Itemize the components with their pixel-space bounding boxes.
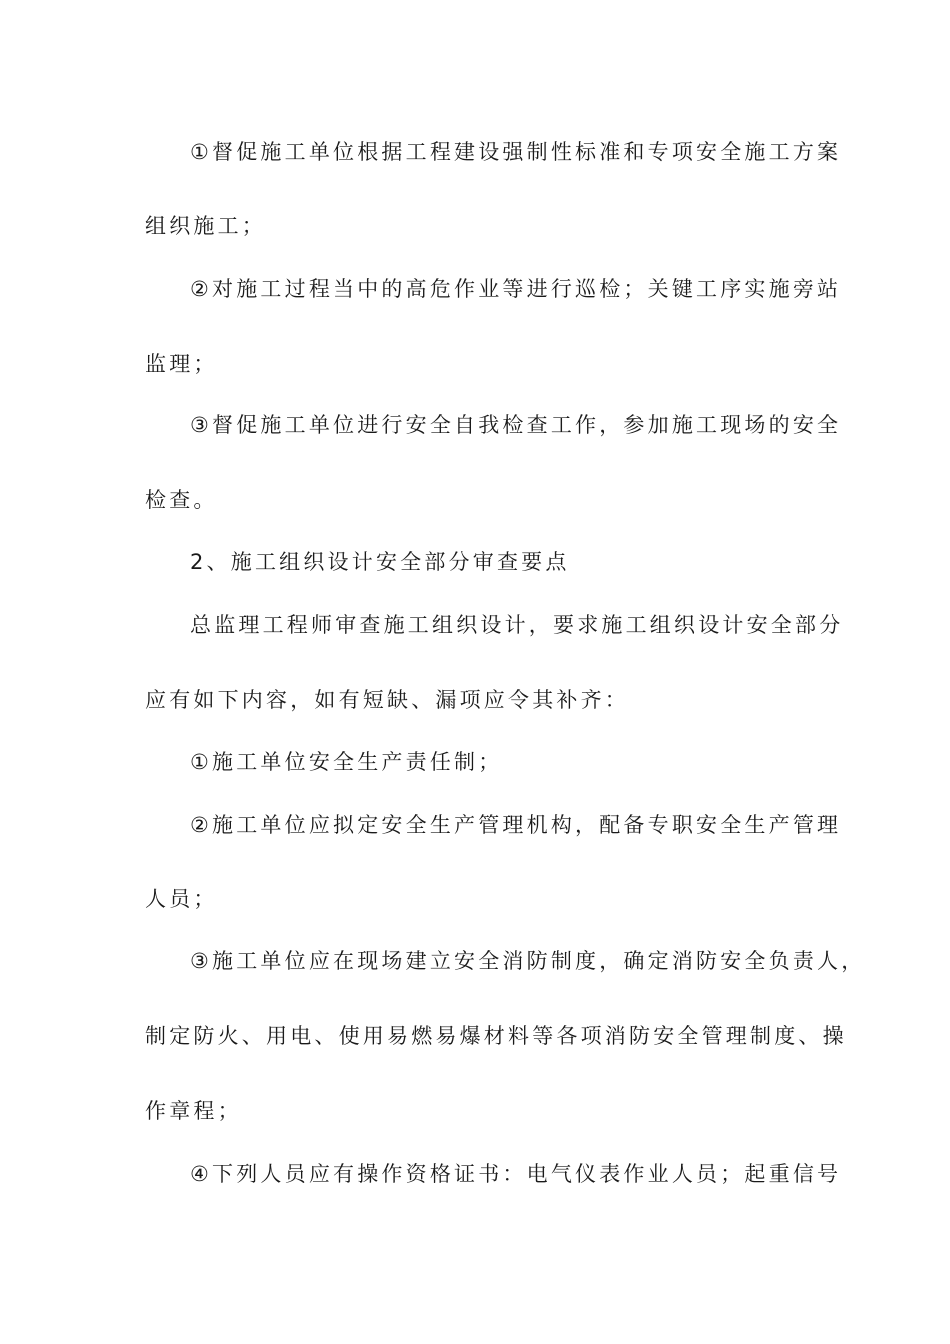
paragraph-line: ③督促施工单位进行安全自我检查工作，参加施工现场的安全 bbox=[190, 413, 842, 437]
paragraph-line: ①施工单位安全生产责任制； bbox=[190, 750, 503, 774]
paragraph-line: 组织施工； bbox=[145, 214, 266, 238]
paragraph-line: ③施工单位应在现场建立安全消防制度，确定消防安全负责人， bbox=[190, 949, 866, 973]
paragraph-line: 监理； bbox=[145, 352, 218, 376]
paragraph-line: ④下列人员应有操作资格证书：电气仪表作业人员；起重信号 bbox=[190, 1162, 842, 1186]
paragraph-line: 总监理工程师审查施工组织设计，要求施工组织设计安全部分 bbox=[190, 613, 844, 637]
paragraph-line: ②对施工过程当中的高危作业等进行巡检；关键工序实施旁站 bbox=[190, 277, 842, 301]
paragraph-line: 人员； bbox=[145, 887, 218, 911]
paragraph-line: ①督促施工单位根据工程建设强制性标准和专项安全施工方案 bbox=[190, 140, 842, 164]
paragraph-line: 制定防火、用电、使用易燃易爆材料等各项消防安全管理制度、操 bbox=[145, 1024, 847, 1048]
paragraph-line: 检查。 bbox=[145, 488, 218, 512]
paragraph-line: 应有如下内容，如有短缺、漏项应令其补齐： bbox=[145, 688, 629, 712]
paragraph-line: ②施工单位应拟定安全生产管理机构，配备专职安全生产管理 bbox=[190, 813, 842, 837]
paragraph-line: 作章程； bbox=[145, 1099, 242, 1123]
section-heading: 2、施工组织设计安全部分审查要点 bbox=[190, 550, 570, 574]
